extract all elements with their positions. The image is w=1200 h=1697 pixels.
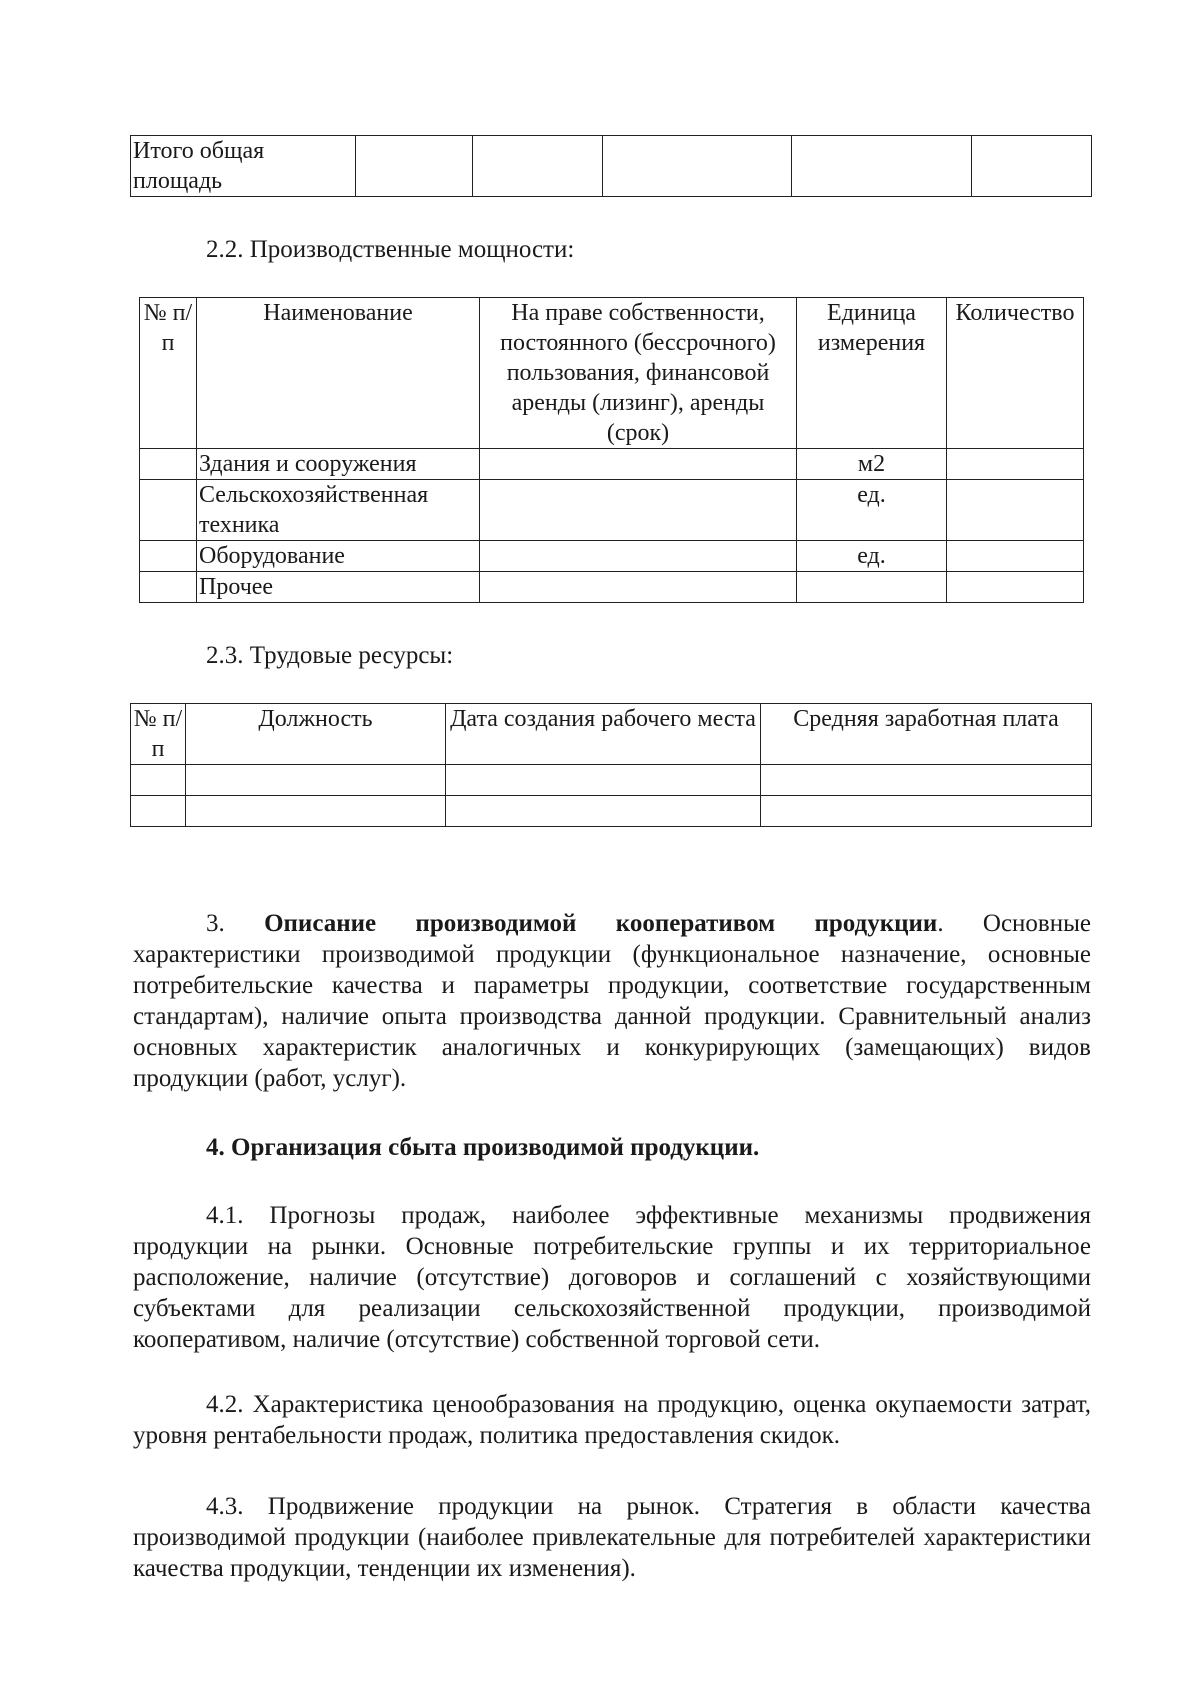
section-3-text: . Основные характеристики производимой продукции (функциональное назначение, основные потребительские качества и параметры продукции, соответствие государственным стандартам), наличие опыта производства данной продукции. Сравнительный анализ основных характеристик аналогичных и конкурирующих (замещающих) видов продукции (работ, услуг). (133, 910, 1091, 1092)
row-unit: ед. (797, 480, 947, 541)
header-ownership: На праве собственности, постоянного (бессрочного) пользования, финансовой аренды (лизинг), аренды (срок) (480, 298, 797, 449)
section-4-heading: 4. Организация сбыта производимой продукции. (206, 1134, 760, 1161)
section-2-2-heading: 2.2. Производственные мощности: (206, 236, 575, 263)
header-qty: Количество (947, 298, 1084, 449)
header-date: Дата создания рабочего места (446, 704, 761, 765)
row-unit: м2 (797, 449, 947, 480)
table-cell (947, 449, 1084, 480)
section-2-3-heading: 2.3. Трудовые ресурсы: (206, 642, 454, 669)
table-cell (131, 796, 186, 827)
table-cell (186, 765, 446, 796)
section-3-number: 3. (206, 910, 225, 937)
section-4-3-paragraph (133, 1491, 1091, 1584)
table-cell (947, 572, 1084, 603)
table-row (140, 572, 1084, 603)
header-unit: Единица измерения (797, 298, 947, 449)
table-cell (140, 572, 197, 603)
section-4-1-paragraph (133, 1200, 1091, 1355)
table-cell (446, 765, 761, 796)
header-salary: Средняя заработная плата (761, 704, 1092, 765)
table-cell (356, 136, 473, 197)
section-3-paragraph (133, 908, 1091, 1094)
table-cell (480, 449, 797, 480)
table-header-row (131, 704, 1092, 765)
table-cell (140, 449, 197, 480)
header-position: Должность (186, 704, 446, 765)
table-row (131, 765, 1092, 796)
row-name: Здания и сооружения (197, 449, 480, 480)
table-cell (972, 136, 1092, 197)
section-3-title: Описание производимой кооперативом продукции (264, 910, 938, 937)
table-cell (603, 136, 792, 197)
total-area-table (130, 135, 1092, 197)
table-cell (140, 480, 197, 541)
table-cell (473, 136, 603, 197)
table-cell (480, 480, 797, 541)
table-cell (186, 796, 446, 827)
section-4-3-text: 4.3. Продвижение продукции на рынок. Стратегия в области качества производимой продукции (наиболее привлекательные для потребителей характеристики качества продукции, тенденции их изменения). (133, 1493, 1091, 1582)
labor-resources-table (130, 703, 1092, 827)
table-cell (761, 796, 1092, 827)
row-name: Оборудование (197, 541, 480, 572)
section-4-2-paragraph (133, 1389, 1091, 1451)
table-cell (761, 765, 1092, 796)
row-unit: ед. (797, 541, 947, 572)
table-header-row (140, 298, 1084, 449)
table-row (131, 796, 1092, 827)
table-cell (446, 796, 761, 827)
header-name: Наименование (197, 298, 480, 449)
production-capacity-table (139, 297, 1084, 603)
table-cell (131, 765, 186, 796)
row-name: Прочее (197, 572, 480, 603)
table-cell (792, 136, 972, 197)
table-row (140, 480, 1084, 541)
header-num: № п/п (131, 704, 186, 765)
table-cell (947, 480, 1084, 541)
table-cell (480, 541, 797, 572)
table-row (140, 541, 1084, 572)
row-unit (797, 572, 947, 603)
table-cell (947, 541, 1084, 572)
section-4-1-text: 4.1. Прогнозы продаж, наиболее эффективные механизмы продвижения продукции на рынки. Основные потребительские группы и их территориальное расположение, наличие (отсутствие) договоров и соглашений с хозяйствующими субъектами для реализации сельскохозяйственной продукции, производимой кооперативом, наличие (отсутствие) собственной торговой сети. (133, 1202, 1091, 1353)
table-cell (480, 572, 797, 603)
header-num: № п/п (140, 298, 197, 449)
row-name: Сельскохозяйственная техника (197, 480, 480, 541)
table-row (131, 136, 1092, 197)
section-4-2-text: 4.2. Характеристика ценообразования на продукцию, оценка окупаемости затрат, уровня рентабельности продаж, политика предоставления скидок. (133, 1391, 1091, 1449)
table-cell (140, 541, 197, 572)
table-row (140, 449, 1084, 480)
total-area-label: Итого общая площадь (131, 136, 356, 197)
